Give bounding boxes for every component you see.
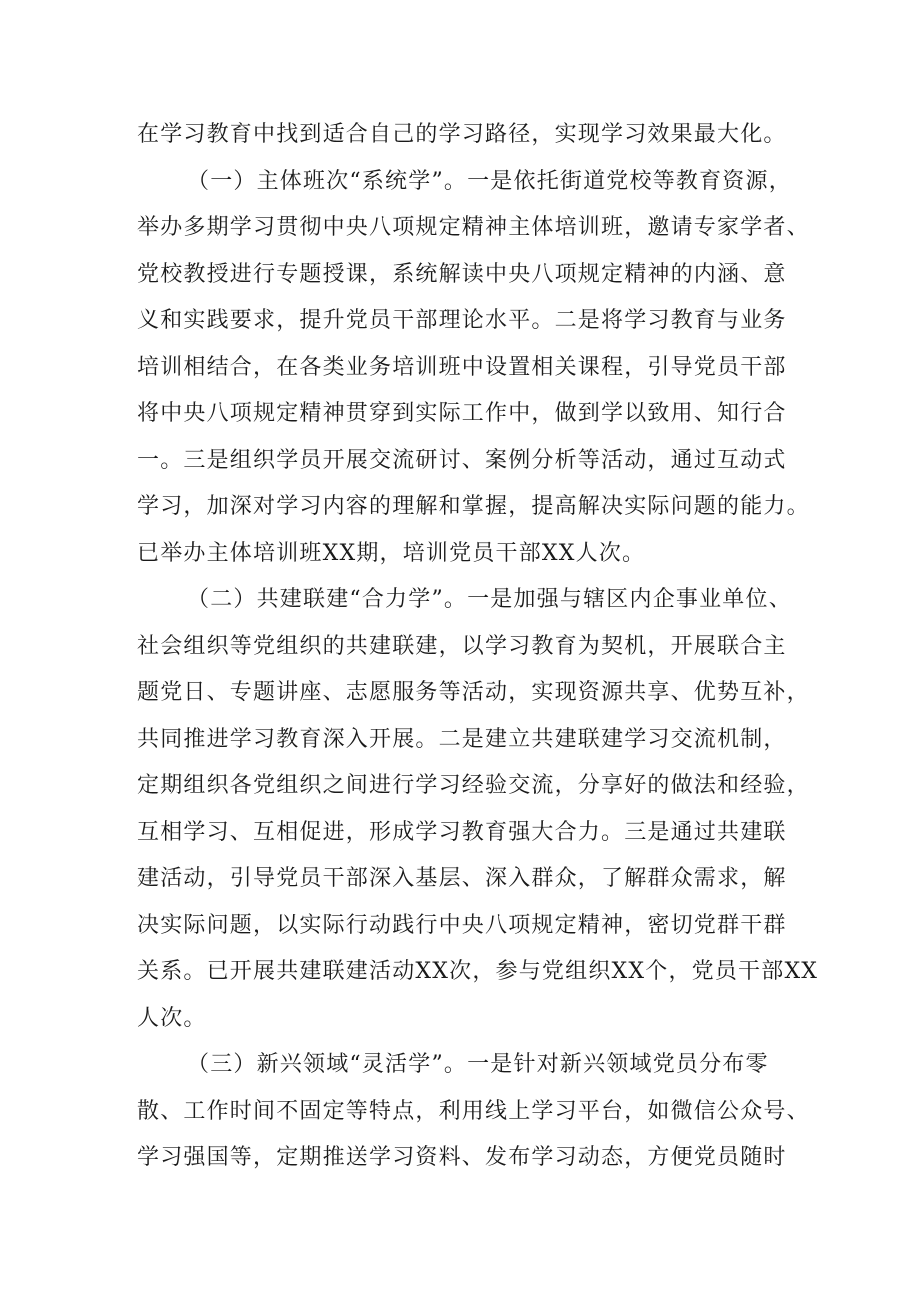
section-2-heading-line: （二）共建联建“合力学”。一是加强与辖区内企事业单位、 xyxy=(187,587,792,612)
text-line: 一。三是组织学员开展交流研讨、案例分析等活动，通过互动式 xyxy=(137,447,787,473)
text-line: 学习强国等，定期推送学习资料、发布学习动态，方便党员随时 xyxy=(137,1145,787,1170)
text-line: 关系。已开展共建联建活动XX次，参与党组织XX个，党员干部XX xyxy=(137,959,819,984)
paragraph-section-1 xyxy=(137,159,810,578)
text-line: 培训相结合，在各类业务培训班中设置相关课程，引导党员干部 xyxy=(137,354,787,380)
text-line: 学习，加深对学习内容的理解和掌握，提高解决实际问题的能力。 xyxy=(137,494,810,519)
paragraph-section-2 xyxy=(137,577,819,1042)
text-line: 散、工作时间不固定等特点，利用线上学习平台，如微信公众号、 xyxy=(137,1098,810,1124)
text-line: 共同推进学习教育深入开展。二是建立共建联建学习交流机制， xyxy=(137,726,787,752)
text-line: 在学习教育中找到适合自己的学习路径，实现学习效果最大化。 xyxy=(137,122,787,147)
text-line: 社会组织等党组织的共建联建，以学习教育为契机，开展联合主 xyxy=(137,633,787,659)
text-line: 题党日、专题讲座、志愿服务等活动，实现资源共享、优势互补， xyxy=(137,680,810,705)
text-line: 举办多期学习贯彻中央八项规定精神主体培训班，邀请专家学者、 xyxy=(137,215,810,240)
paragraph-section-3 xyxy=(137,1042,810,1182)
text-line: 将中央八项规定精神贯穿到实际工作中，做到学以致用、知行合 xyxy=(137,401,787,426)
text-line: 互相学习、互相促进，形成学习教育强大合力。三是通过共建联 xyxy=(137,819,787,845)
text-line: 人次。 xyxy=(137,1005,207,1031)
paragraph-intro-tail xyxy=(137,112,787,159)
section-3-heading-line: （三）新兴领域“灵活学”。一是针对新兴领域党员分布零 xyxy=(187,1052,769,1077)
section-1-heading-line: （一）主体班次“系统学”。一是依托街道党校等教育资源， xyxy=(187,168,792,194)
text-line: 建活动，引导党员干部深入基层、深入群众，了解群众需求，解 xyxy=(137,866,787,891)
text-line: 党校教授进行专题授课，系统解读中央八项规定精神的内涵、意 xyxy=(137,261,787,287)
text-line: 定期组织各党组织之间进行学习经验交流，分享好的做法和经验， xyxy=(137,773,810,798)
document-body xyxy=(137,112,819,1182)
text-line: 义和实践要求，提升党员干部理论水平。二是将学习教育与业务 xyxy=(137,308,787,333)
text-line: 已举办主体培训班XX期，培训党员干部XX人次。 xyxy=(137,540,646,566)
text-line: 决实际问题，以实际行动践行中央八项规定精神，密切党群干群 xyxy=(137,912,787,938)
